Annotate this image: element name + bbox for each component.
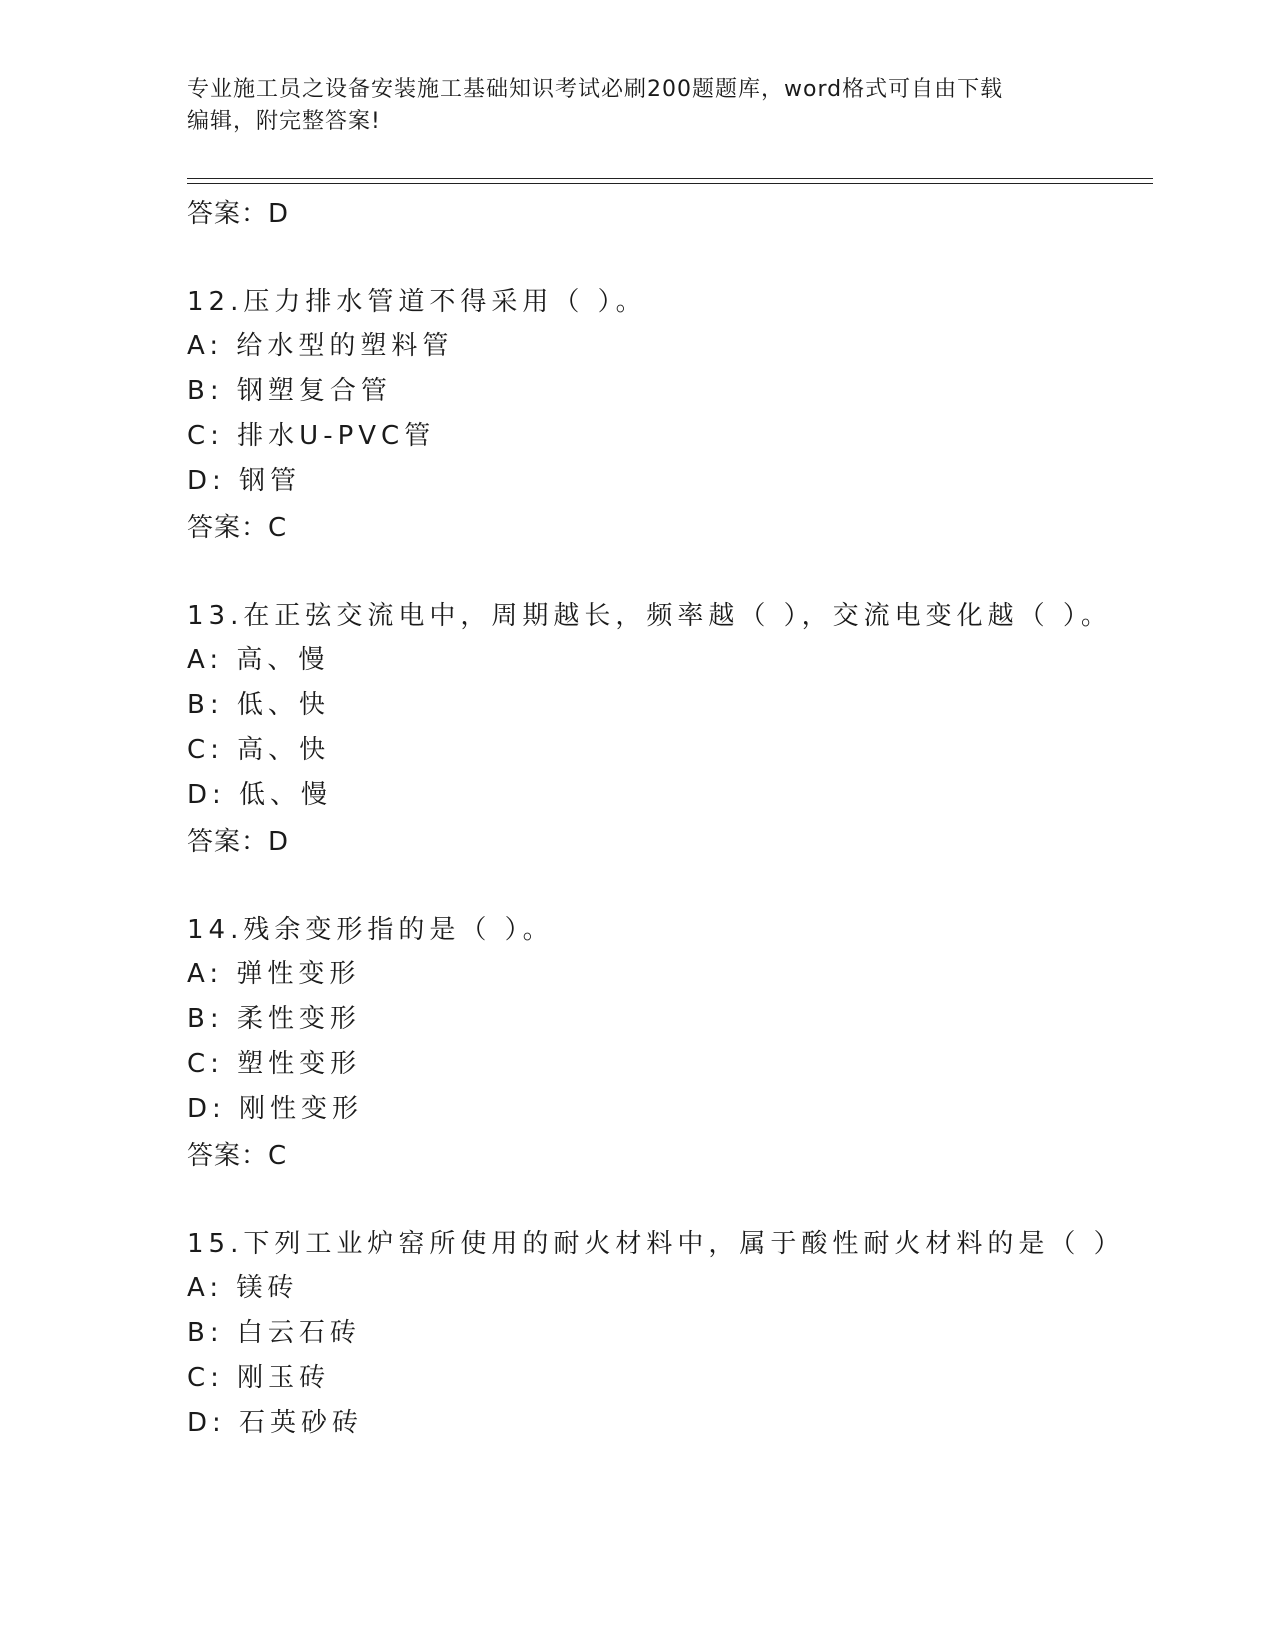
option-c: C: 刚玉砖 [187, 1363, 331, 1393]
question-block [187, 594, 1147, 866]
option-b: B: 低、快 [187, 690, 330, 720]
option-c: C: 高、快 [187, 735, 331, 765]
option-d: D: 石英砂砖 [187, 1408, 364, 1438]
header-line-1: 专业施工员之设备安装施工基础知识考试必刷200题题库，word格式可自由下载 [187, 77, 1004, 102]
header-divider-bottom [187, 183, 1153, 184]
question-block [187, 908, 1147, 1180]
option-a: A: 高、慢 [187, 645, 330, 675]
question-text: 12.压力排水管道不得采用（ ）。 [187, 287, 647, 317]
question-list [187, 190, 1147, 1446]
answer-line: 答案：D [187, 827, 290, 857]
question-block [187, 280, 1147, 552]
option-d: D: 刚性变形 [187, 1094, 364, 1124]
option-a: A: 给水型的塑料管 [187, 331, 454, 361]
option-b: B: 白云石砖 [187, 1318, 361, 1348]
answer-line: 答案：D [187, 199, 290, 229]
header-line-2: 编辑，附完整答案! [187, 109, 381, 134]
question-text: 13.在正弦交流电中，周期越长，频率越（ ），交流电变化越（ ）。 [187, 601, 1112, 631]
question-text: 14.残余变形指的是（ ）。 [187, 915, 554, 945]
option-d: D: 钢管 [187, 466, 302, 496]
option-c: C: 塑性变形 [187, 1049, 362, 1079]
option-b: B: 柔性变形 [187, 1004, 361, 1034]
option-b: B: 钢塑复合管 [187, 376, 392, 406]
answer-line: 答案：C [187, 1141, 288, 1171]
answer-line: 答案：C [187, 513, 288, 543]
option-c: C: 排水U-PVC管 [187, 421, 436, 451]
option-a: A: 弹性变形 [187, 959, 361, 989]
document-header [187, 74, 1067, 138]
header-divider-top [187, 178, 1153, 179]
question-block [187, 1222, 1147, 1446]
option-d: D: 低、慢 [187, 780, 333, 810]
question-text: 15.下列工业炉窑所使用的耐火材料中，属于酸性耐火材料的是（ ） [187, 1229, 1125, 1259]
option-a: A: 镁砖 [187, 1273, 299, 1303]
